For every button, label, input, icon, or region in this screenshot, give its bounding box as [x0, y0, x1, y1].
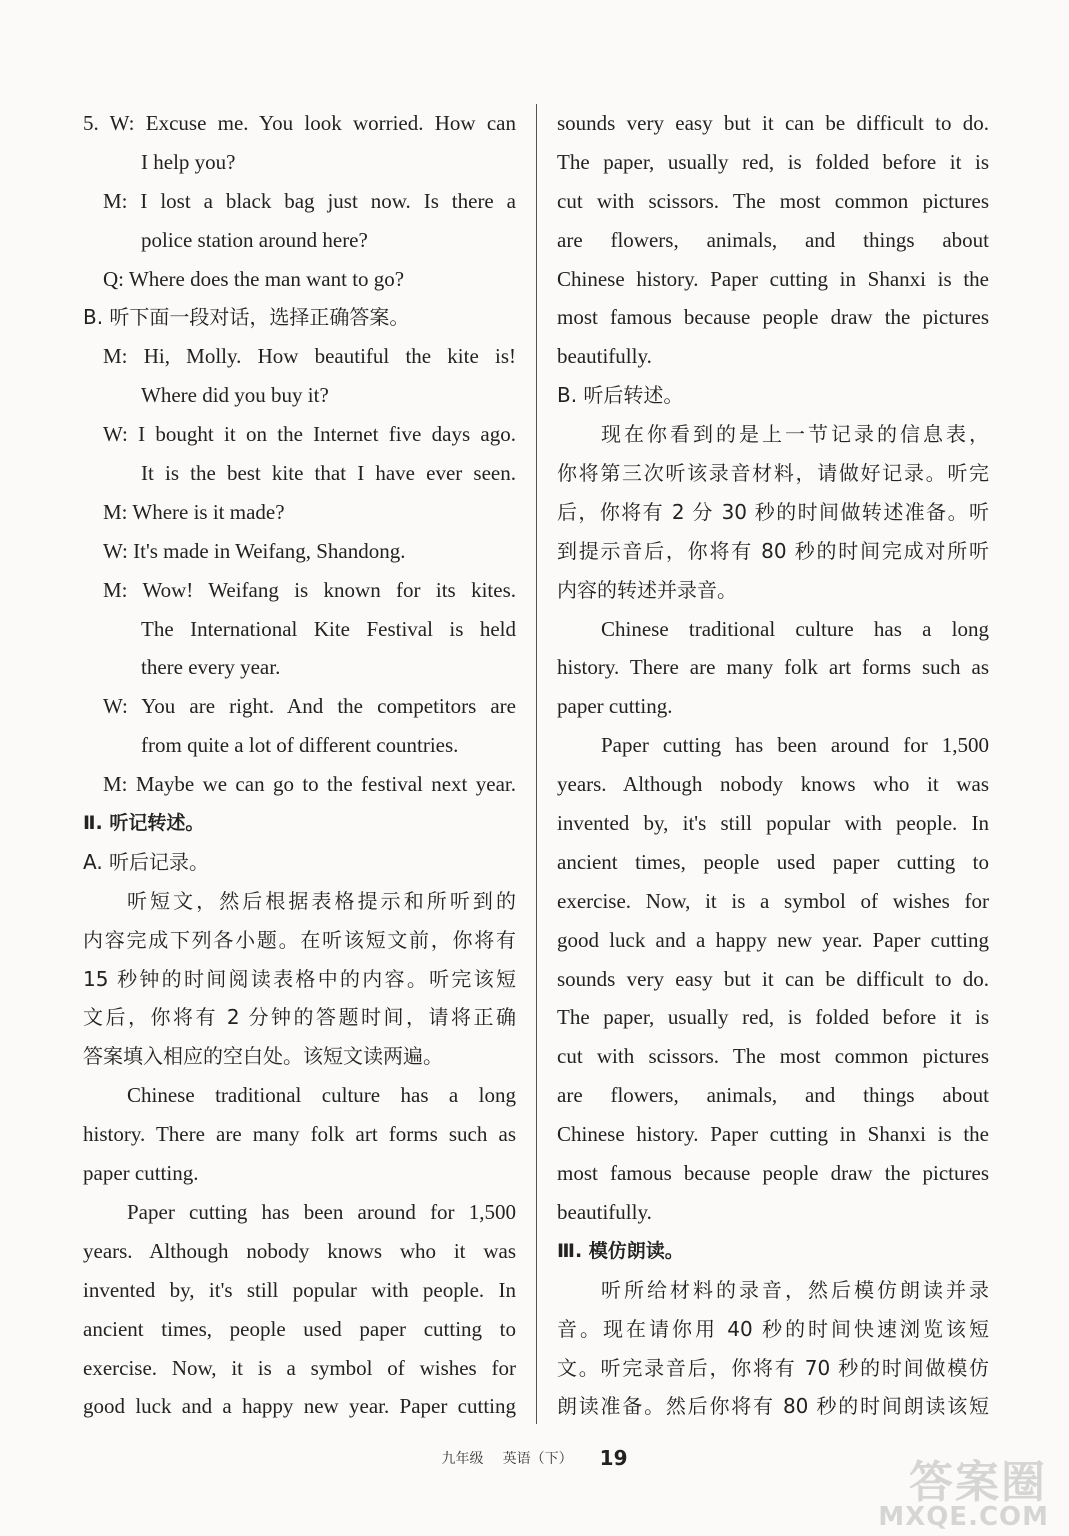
- text-line: history. There are many folk art forms such as: [83, 1122, 516, 1147]
- text-line: ancient times, people used paper cutting to: [557, 849, 989, 874]
- text-line: M: Maybe we can go to the festival next year.: [103, 772, 516, 797]
- text-line: invented by, it's still popular with people. In: [557, 811, 989, 836]
- text-line: 听所给材料的录音，然后模仿朗读并录: [601, 1277, 989, 1302]
- text-line: Chinese history. Paper cutting in Shanxi is the: [557, 266, 989, 291]
- text-line: Chinese history. Paper cutting in Shanxi is the: [557, 1122, 989, 1147]
- text-line: 文后，你将有 2 分钟的答题时间，请将正确: [83, 1005, 516, 1030]
- column-divider: [536, 104, 537, 1424]
- text-line: years. Although nobody knows who it was: [557, 772, 989, 797]
- text-line: M: Where is it made?: [103, 499, 285, 524]
- text-line: paper cutting.: [83, 1161, 199, 1186]
- text-line: I help you?: [141, 149, 236, 174]
- text-line: M: I lost a black bag just now. Is there a: [103, 188, 516, 213]
- text-line: most famous because people draw the pictures: [557, 305, 989, 330]
- text-line: sounds very easy but it can be difficult to do.: [557, 966, 989, 991]
- text-line: Paper cutting has been around for 1,500: [127, 1199, 516, 1224]
- text-line: M: Hi, Molly. How beautiful the kite is!: [103, 344, 516, 369]
- section-heading: A. 听后记录。: [83, 849, 210, 874]
- text-line: cut with scissors. The most common pictures: [557, 1044, 989, 1069]
- text-line: Where did you buy it?: [141, 383, 329, 408]
- text-line: history. There are many folk art forms such as: [557, 655, 989, 680]
- section-heading: Ⅱ. 听记转述。: [83, 812, 205, 835]
- section-heading: B. 听后转述。: [557, 383, 684, 408]
- text-line: beautifully.: [557, 1199, 652, 1224]
- watermark-logo-text: 答案圈: [909, 1457, 1047, 1508]
- text-line: 5. W: Excuse me. You look worried. How can: [83, 111, 516, 135]
- right-column: [557, 104, 989, 1426]
- text-line: years. Although nobody knows who it was: [83, 1238, 516, 1263]
- text-line: most famous because people draw the pictures: [557, 1161, 989, 1186]
- text-line: cut with scissors. The most common pictures: [557, 188, 989, 213]
- page-number: 19: [599, 1446, 628, 1470]
- text-line: 现在你看到的是上一节记录的信息表，: [601, 422, 989, 447]
- text-line: 音。现在请你用 40 秒的时间快速浏览该短: [557, 1316, 989, 1341]
- text-line: The International Kite Festival is held: [141, 616, 516, 641]
- text-line: W: You are right. And the competitors are: [103, 694, 516, 719]
- text-line: paper cutting.: [557, 694, 673, 719]
- text-line: 内容的转述并录音。: [557, 577, 737, 602]
- section-heading: B. 听下面一段对话，选择正确答案。: [83, 305, 410, 330]
- text-line: there every year.: [141, 655, 281, 680]
- footer-grade: 九年级: [441, 1451, 484, 1467]
- text-line: Q: Where does the man want to go?: [103, 266, 405, 291]
- text-line: good luck and a happy new year. Paper cutting: [557, 927, 989, 952]
- text-line: sounds very easy but it can be difficult to do.: [557, 111, 989, 135]
- text-line: police station around here?: [141, 227, 368, 252]
- text-line: 到提示音后，你将有 80 秒的时间完成对所听: [557, 538, 989, 563]
- footer-subject: 英语（下）: [502, 1451, 573, 1467]
- text-line: Chinese traditional culture has a long: [601, 616, 989, 641]
- left-column: [83, 104, 516, 1426]
- watermark: [878, 1446, 1053, 1532]
- watermark-url: MXQE.COM: [878, 1502, 1049, 1532]
- text-line: M: Wow! Weifang is known for its kites.: [103, 577, 516, 602]
- text-line: from quite a lot of different countries.: [141, 733, 459, 758]
- text-line: 听短文，然后根据表格提示和所听到的: [127, 888, 516, 913]
- text-line: invented by, it's still popular with people. In: [83, 1277, 516, 1302]
- text-line: 答案填入相应的空白处。该短文读两遍。: [83, 1044, 443, 1069]
- text-line: ancient times, people used paper cutting to: [83, 1316, 516, 1341]
- text-line: 朗读准备。然后你将有 80 秒的时间朗读该短: [557, 1394, 989, 1419]
- text-line: Paper cutting has been around for 1,500: [601, 733, 989, 758]
- text-line: 15 秒钟的时间阅读表格中的内容。听完该短: [83, 966, 516, 991]
- section-heading: Ⅲ. 模仿朗读。: [557, 1239, 684, 1262]
- text-line: are flowers, animals, and things about: [557, 227, 989, 252]
- text-line: 内容完成下列各小题。在听该短文前，你将有: [83, 927, 516, 952]
- text-line: Chinese traditional culture has a long: [127, 1083, 516, 1108]
- text-line: 后，你将有 2 分 30 秒的时间做转述准备。听: [557, 499, 989, 524]
- text-line: The paper, usually red, is folded before it is: [557, 149, 989, 174]
- text-line: 你将第三次听该录音材料，请做好记录。听完: [557, 461, 989, 486]
- text-line: exercise. Now, it is a symbol of wishes for: [83, 1355, 516, 1380]
- text-line: It is the best kite that I have ever seen.: [141, 461, 516, 486]
- text-line: are flowers, animals, and things about: [557, 1083, 989, 1108]
- text-line: good luck and a happy new year. Paper cutting: [83, 1394, 516, 1419]
- text-line: beautifully.: [557, 344, 652, 369]
- text-line: W: It's made in Weifang, Shandong.: [103, 538, 406, 563]
- text-line: W: I bought it on the Internet five days ago.: [103, 422, 516, 447]
- text-line: The paper, usually red, is folded before it is: [557, 1005, 989, 1030]
- text-line: 文。听完录音后，你将有 70 秒的时间做模仿: [557, 1355, 989, 1380]
- text-line: exercise. Now, it is a symbol of wishes for: [557, 888, 989, 913]
